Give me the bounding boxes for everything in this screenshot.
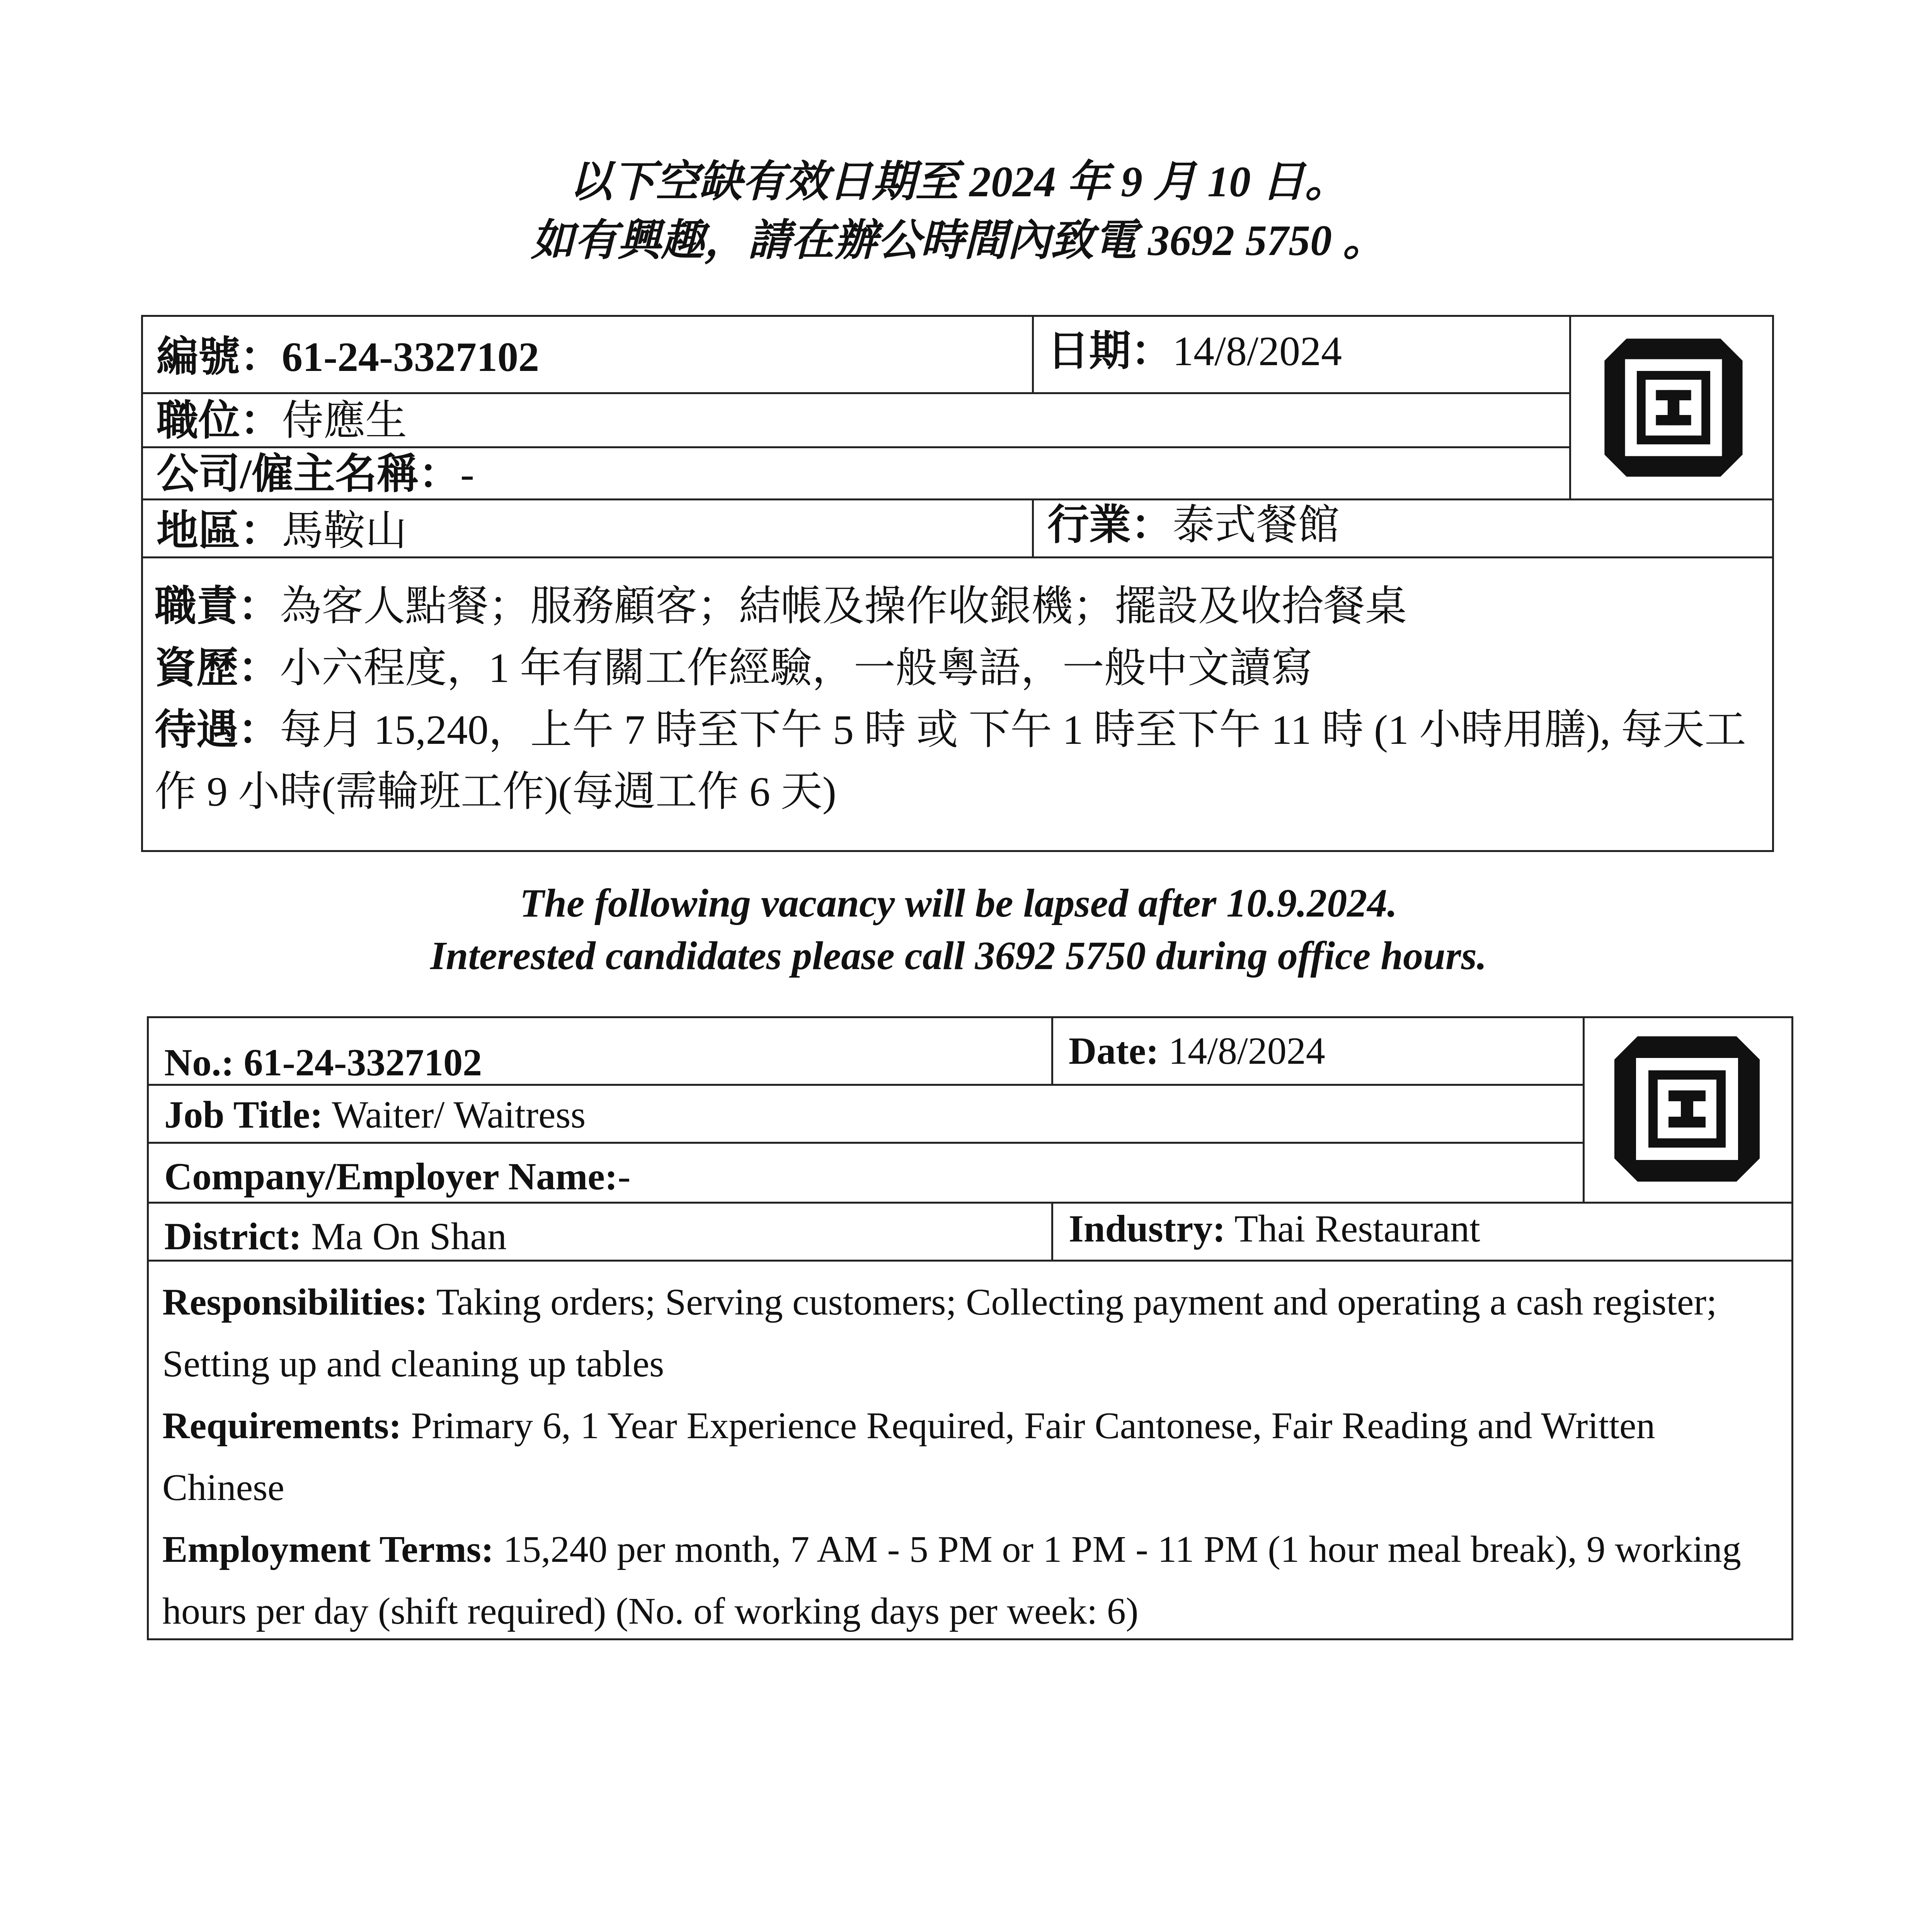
job-title: 侍應生 <box>282 398 407 444</box>
company-name: - <box>618 1155 631 1198</box>
notice-english <box>0 877 1917 982</box>
company-cell <box>149 1153 1583 1200</box>
row-divider <box>149 1202 1791 1204</box>
requirements-line <box>155 638 1766 699</box>
company-cell <box>143 449 1569 500</box>
date-label: 日期： <box>1047 328 1173 374</box>
row-divider <box>143 392 1569 394</box>
requirements: Primary 6, 1 Year Experience Required, Fair Cantonese, Fair Reading and Written Chinese <box>162 1405 1655 1509</box>
labour-department-logo-icon <box>1600 330 1747 485</box>
job-title-label: Job Title: <box>164 1093 323 1136</box>
industry: 泰式餐館 <box>1173 502 1340 548</box>
date-cell <box>1034 327 1567 377</box>
vacancy-number-label: 編號： <box>157 334 282 380</box>
job-title-label: 職位： <box>157 398 282 444</box>
logo-divider <box>1583 1018 1585 1202</box>
date-value: 14/8/2024 <box>1173 328 1342 374</box>
district: 馬鞍山 <box>282 508 407 554</box>
district-cell <box>143 506 1032 556</box>
requirements-line <box>162 1395 1786 1519</box>
district-label: District: <box>164 1215 302 1258</box>
terms-label: 待遇： <box>155 707 280 753</box>
vacancy-number-cell <box>143 332 1032 383</box>
vacancy-number-label: No.: <box>164 1041 234 1084</box>
district: Ma On Shan <box>311 1215 507 1258</box>
vacancy-card-english <box>147 1016 1793 1640</box>
requirements-label: Requirements: <box>162 1405 402 1447</box>
notice-chinese <box>0 153 1917 270</box>
terms-line <box>155 699 1766 823</box>
responsibilities-label: Responsibilities: <box>162 1281 428 1323</box>
vacancy-number: 61-24-3327102 <box>282 334 539 380</box>
row-divider <box>149 1142 1583 1144</box>
notice-chinese-line1: 以下空缺有效日期至 2024 年 9 月 10 日。 <box>569 158 1348 206</box>
company-label: Company/Employer Name: <box>164 1155 618 1198</box>
details-chinese <box>155 576 1766 823</box>
responsibilities-line <box>162 1271 1786 1395</box>
row-divider <box>143 556 1772 558</box>
terms: 15,240 per month, 7 AM - 5 PM or 1 PM - 11 PM (1 hour meal break), 9 working hours per day (shift required) (No. of working days per week: 6) <box>162 1529 1741 1632</box>
logo-divider <box>1569 317 1571 498</box>
vacancy-number: 61-24-3327102 <box>243 1041 482 1084</box>
terms: 每月 15,240，上午 7 時至下午 5 時 或 下午 1 時至下午 11 時 (1 小時用膳), 每天工作 9 小時(需輪班工作)(每週工作 6 天) <box>155 707 1746 815</box>
industry: Thai Restaurant <box>1234 1207 1480 1250</box>
industry-label: Industry: <box>1069 1207 1226 1250</box>
terms-label: Employment Terms: <box>162 1529 494 1570</box>
notice-english-line1: The following vacancy will be lapsed after 10.9.2024. <box>519 881 1398 925</box>
row-divider <box>149 1260 1791 1262</box>
duties-label: 職責： <box>155 583 280 629</box>
job-title-cell <box>143 396 1569 446</box>
district-label: 地區： <box>157 508 282 554</box>
industry-label: 行業： <box>1047 502 1173 548</box>
job-title-cell <box>149 1092 1583 1138</box>
duties: 為客人點餐；服務顧客；結帳及操作收銀機；擺設及收拾餐桌 <box>280 583 1407 629</box>
requirements-label: 資歷： <box>155 645 280 691</box>
company-label: 公司/僱主名稱： <box>157 451 461 497</box>
responsibilities: Taking orders; Serving customers; Collecting payment and operating a cash register; Setting up and cleaning up tables <box>162 1281 1717 1385</box>
vacancy-number-cell <box>149 1039 1051 1086</box>
terms-line <box>162 1519 1786 1642</box>
job-title: Waiter/ Waitress <box>332 1093 586 1136</box>
company-name: - <box>460 451 474 497</box>
district-cell <box>149 1213 1051 1260</box>
duties-line <box>155 576 1766 638</box>
date-cell <box>1053 1028 1581 1074</box>
date-value: 14/8/2024 <box>1168 1029 1325 1072</box>
industry-cell <box>1053 1206 1788 1252</box>
details-english <box>162 1271 1786 1642</box>
vacancy-card-chinese <box>141 315 1774 852</box>
labour-department-logo-icon <box>1610 1030 1764 1188</box>
notice-english-line2: Interested candidates please call 3692 5750 during office hours. <box>430 934 1487 978</box>
requirements: 小六程度，1 年有關工作經驗，一般粵語，一般中文讀寫 <box>280 645 1313 691</box>
notice-chinese-line2: 如有興趣，請在辦公時間內致電 3692 5750 。 <box>531 217 1386 265</box>
row-divider <box>143 446 1569 448</box>
date-label: Date: <box>1069 1029 1159 1072</box>
industry-cell <box>1034 500 1768 551</box>
